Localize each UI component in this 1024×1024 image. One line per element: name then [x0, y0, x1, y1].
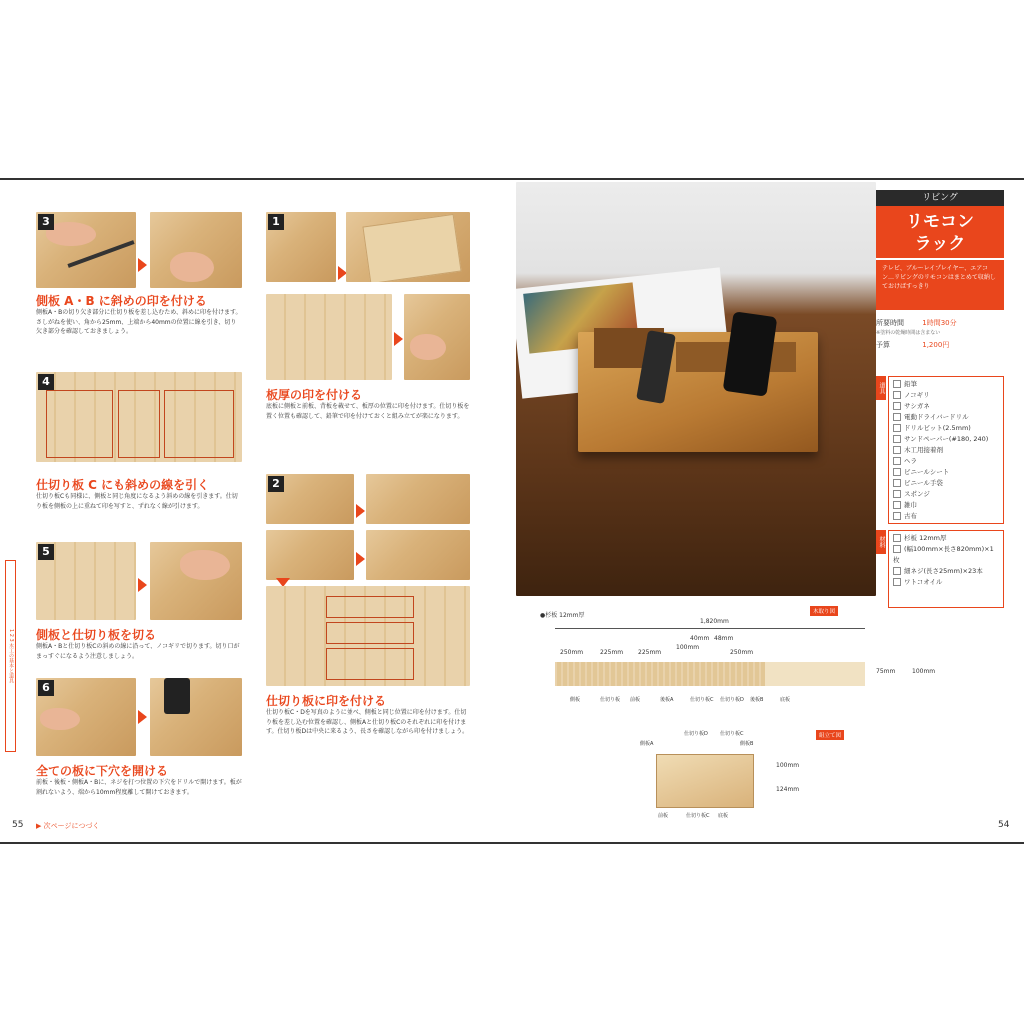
assembly-label: 側板B	[740, 741, 754, 747]
segment-length: 250mm	[560, 649, 584, 656]
project-description: テレビ、ブルーレイプレイヤー、エアコン…リビングのリモコンはまとめて収納しておけばすっきり	[876, 260, 1004, 310]
step5-body: 側板A・Bと仕切り板Cの斜めの線に沿って、ノコギリで切ります。切り口がまっすぐになるよう注意しましょう。	[36, 643, 240, 660]
category-bar: リビング	[876, 190, 1004, 206]
assembly-illustration	[656, 754, 754, 808]
part-label: 後板A	[660, 697, 674, 703]
remote-rack-photo	[516, 182, 876, 596]
continue-text: 次ページにつづく	[43, 822, 100, 830]
cost-row	[876, 340, 949, 350]
step-number: 1	[268, 214, 284, 230]
arrow-right-icon	[394, 332, 403, 346]
step6-photo-b	[150, 678, 242, 756]
step-number: 2	[268, 476, 284, 492]
tool-item	[893, 500, 999, 511]
step5-heading: 側板と仕切り板を切る	[36, 628, 157, 642]
arrow-right-icon	[138, 258, 147, 272]
assembly-label: 仕切り板C	[720, 731, 744, 737]
width-75: 75mm	[876, 668, 896, 675]
material-label: ワトコオイル	[904, 578, 943, 586]
arrow-right-icon	[356, 504, 365, 518]
time-row	[876, 318, 957, 328]
checkbox-icon	[893, 490, 901, 498]
tool-item	[893, 423, 999, 434]
tool-item	[893, 434, 999, 445]
title-line1: リモコン	[906, 212, 974, 232]
book-spread	[0, 178, 1024, 844]
step6-body: 前板・後板・側板A・Bに、ネジを打つ位置の下穴をドリルで開けます。板が割れないよう、端から10mm程度離して開けておきます。	[36, 779, 242, 796]
tool-item	[893, 467, 999, 478]
cut-diagram-tag: 木取り図	[810, 606, 838, 616]
step-number: 4	[38, 374, 54, 390]
material-label: 細ネジ(長さ25mm)×23本	[904, 567, 983, 575]
checkbox-icon	[893, 457, 901, 465]
checkbox-icon	[893, 446, 901, 454]
step1-photo-d	[404, 294, 470, 380]
board-strip	[555, 662, 865, 686]
part-label: 仕切り板C	[690, 697, 714, 703]
materials-list	[888, 530, 1004, 608]
checkbox-icon	[893, 545, 901, 553]
tool-label: サンドペーパー(#180, 240)	[904, 435, 989, 443]
time-note: ※塗料の乾燥時間は含まない	[876, 330, 941, 336]
step-number: 3	[38, 214, 54, 230]
part-label: 仕切り板	[600, 697, 621, 703]
checkbox-icon	[893, 435, 901, 443]
checkbox-icon	[893, 479, 901, 487]
tool-label: 古布	[904, 512, 917, 520]
tool-label: 木工用接着剤	[904, 446, 943, 454]
tools-list	[888, 376, 1004, 524]
time-label: 所要時間	[876, 319, 904, 327]
tool-label: スポンジ	[904, 490, 930, 498]
tool-item	[893, 445, 999, 456]
part-labels-row	[570, 696, 830, 706]
step2-body: 仕切り板C・Dを写真のように並べ、側板と同じ位置に印を付けます。仕切り板を差し込む位置を確認し、側板Aと仕切り板Cのそれぞれに印を付けます。仕切り板Dは中央に来るよう、長さを確認しながら印を付けましょう。	[266, 709, 469, 735]
step4-photo	[36, 372, 242, 462]
title-line2: ラック	[914, 234, 966, 254]
step5-photo-b	[150, 542, 242, 620]
tool-item	[893, 401, 999, 412]
step2-heading: 仕切り板に印を付ける	[266, 694, 387, 708]
part-label: 後板B	[750, 697, 764, 703]
step1-photo-b	[346, 212, 470, 282]
segment-length: 40mm	[690, 635, 710, 642]
time-value: 1時間30分	[922, 319, 957, 327]
checkbox-icon	[893, 413, 901, 421]
material-item	[893, 544, 999, 566]
checkbox-icon	[893, 567, 901, 575]
tools-tag: 道具	[876, 376, 886, 400]
tool-label: ノコギリ	[904, 391, 930, 399]
checkbox-icon	[893, 391, 901, 399]
assembly-diagram-tag: 組立て図	[816, 730, 844, 740]
tool-item	[893, 511, 999, 522]
checkbox-icon	[893, 424, 901, 432]
tool-label: 電動ドライバードリル	[904, 413, 969, 421]
project-title	[876, 206, 1004, 258]
tool-item	[893, 379, 999, 390]
assembly-label: 底板	[718, 813, 729, 819]
material-item	[893, 577, 999, 588]
tool-label: ヘラ	[904, 457, 917, 465]
step-number: 5	[38, 544, 54, 560]
tool-label: ビニールシート	[904, 468, 950, 476]
checkbox-icon	[893, 534, 901, 542]
checkbox-icon	[893, 512, 901, 520]
tool-label: 雑巾	[904, 501, 917, 509]
material-label: (幅100mm×長さ820mm)×1枚	[893, 545, 994, 564]
chapter-side-tab: 1 2 3 木工の基本と道具	[5, 560, 16, 752]
step2-photo-d	[366, 530, 470, 580]
step1-body: 底板に側板と前板、背板を載せて、板厚の位置に印を付けます。仕切り板を置く位置も確認して、鉛筆で印を付けておくと組み立てが楽になります。	[266, 403, 470, 420]
assembly-label: 前板	[658, 813, 669, 819]
total-length: 1,820mm	[700, 618, 729, 625]
tool-item	[893, 412, 999, 423]
assembly-label: 仕切り板D	[684, 731, 708, 737]
left-page-number: 55	[12, 820, 24, 830]
triangle-right-icon: ▶	[36, 822, 42, 830]
step1-photo-c	[266, 294, 392, 380]
step4-heading: 仕切り板 C にも斜めの線を引く	[36, 478, 210, 492]
step3-heading: 側板 A・B に斜めの印を付ける	[36, 294, 207, 308]
tool-item	[893, 456, 999, 467]
step3-photo-b	[150, 212, 242, 288]
arrow-right-icon	[356, 552, 365, 566]
assembly-label: 側板A	[640, 741, 654, 747]
tool-item	[893, 390, 999, 401]
checkbox-icon	[893, 468, 901, 476]
continue-note	[36, 821, 99, 831]
materials-items	[893, 533, 999, 588]
part-label: 仕切り板D	[720, 697, 744, 703]
height-124: 124mm	[776, 786, 800, 793]
materials-tag: 材料	[876, 530, 886, 554]
step1-heading: 板厚の印を付ける	[266, 388, 363, 402]
step2-photo-e	[266, 586, 470, 686]
segment-length: 225mm	[600, 649, 624, 656]
material-item	[893, 566, 999, 577]
step2-photo-b	[366, 474, 470, 524]
tool-label: サシガネ	[904, 402, 930, 410]
step3-body: 側板A・Bの切り欠き部分に仕切り板を差し込むため、斜めに印を付けます。さしがねを使い、角から25mm、上端から40mmの位置に線を引き、切り欠き部分を確認しておきましょう。	[36, 309, 242, 335]
step2-photo-c	[266, 530, 354, 580]
segment-length: 225mm	[638, 649, 662, 656]
checkbox-icon	[893, 578, 901, 586]
tool-label: ビニール手袋	[904, 479, 943, 487]
part-label: 前板	[630, 697, 641, 703]
part-label: 底板	[780, 697, 791, 703]
part-label: 側板	[570, 697, 581, 703]
arrow-right-icon	[138, 710, 147, 724]
tool-label: 鉛筆	[904, 380, 917, 388]
board-label: ●杉板 12mm厚	[540, 612, 585, 619]
checkbox-icon	[893, 501, 901, 509]
tool-label: ドリルビット(2.5mm)	[904, 424, 971, 432]
tools-items	[893, 379, 999, 522]
total-length-line	[555, 628, 865, 629]
material-item	[893, 533, 999, 544]
step6-heading: 全ての板に下穴を開ける	[36, 764, 169, 778]
step4-body: 仕切り板Cも同様に、側板と同じ角度になるよう斜めの線を引きます。仕切り板を側板の上に重ねて印を写すと、ずれなく線が引けます。	[36, 493, 238, 510]
tool-item	[893, 489, 999, 500]
assembly-label: 仕切り板C	[686, 813, 710, 819]
step-number: 6	[38, 680, 54, 696]
right-page-number: 54	[998, 820, 1010, 830]
cost-value: 1,200円	[922, 341, 950, 349]
width-100: 100mm	[912, 668, 936, 675]
height-100: 100mm	[776, 762, 800, 769]
material-label: 杉板 12mm厚	[904, 534, 947, 542]
tool-item	[893, 478, 999, 489]
length-48: 48mm	[714, 635, 734, 642]
arrow-right-icon	[138, 578, 147, 592]
checkbox-icon	[893, 380, 901, 388]
segment-length: 100mm	[676, 644, 700, 651]
segment-length: 250mm	[730, 649, 754, 656]
checkbox-icon	[893, 402, 901, 410]
cost-label: 予算	[876, 341, 890, 349]
